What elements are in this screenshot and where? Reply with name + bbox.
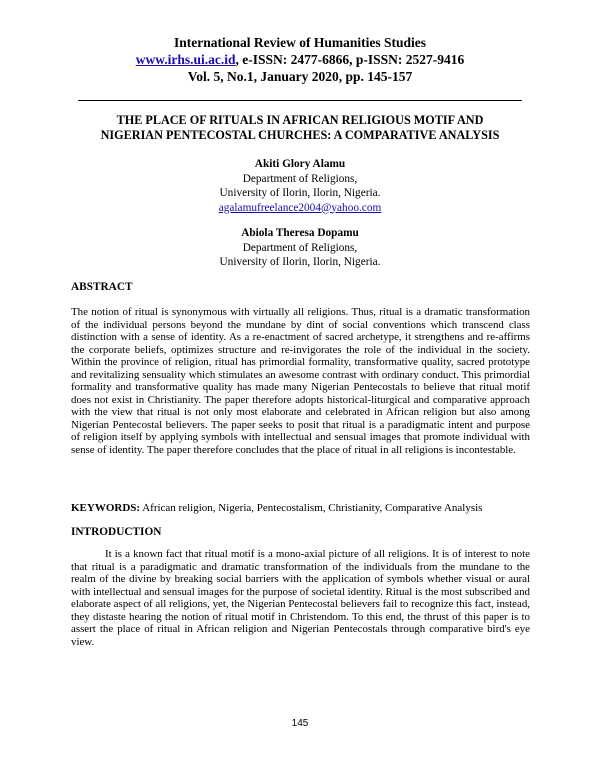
author-1-university: University of Ilorin, Ilorin, Nigeria. <box>219 187 381 199</box>
author-2-university: University of Ilorin, Ilorin, Nigeria. <box>219 256 381 268</box>
paper-title-line-2: NIGERIAN PENTECOSTAL CHURCHES: A COMPARATIVE ANALYSIS <box>100 128 500 142</box>
abstract-heading: ABSTRACT <box>71 281 133 293</box>
author-1-department: Department of Religions, <box>242 172 358 185</box>
journal-issn-line <box>0 51 600 68</box>
keywords-label: KEYWORDS: <box>71 502 141 514</box>
journal-volume: Vol. 5, No.1, January 2020, pp. 145-157 <box>187 69 413 84</box>
introduction-text: It is a known fact that ritual motif is a mono-axial picture of all religions. It is of interest to note that ritual is a paradigmatic and dramatic transformation of the individuals from the mundane to the realm of the divine by breaking social barriers with the application of symbols whether visual or aural with intellectual and sensual images for the purpose of societal identity. Ritual is the most subscribed and elaborate aspect of all religions, yet, the Nigerian Pentecostal believers fail to recognize this fact, instead, they distaste hearing the notion of ritual motif in Christendom. To this end, the thrust of this paper is to assert the place of ritual in African religion and Nigerian Pentecostals through comparative bird's eye view. <box>71 548 530 648</box>
author-2 <box>0 226 600 270</box>
journal-header <box>0 34 600 85</box>
paper-title <box>60 113 540 143</box>
introduction-heading: INTRODUCTION <box>71 526 162 538</box>
header-divider <box>78 100 522 101</box>
journal-issn: , e-ISSN: 2477-6866, p-ISSN: 2527-9416 <box>235 52 465 67</box>
page-number: 145 <box>291 718 309 729</box>
author-2-name: Abiola Theresa Dopamu <box>241 227 359 239</box>
author-2-department: Department of Religions, <box>242 241 358 254</box>
abstract-text: The notion of ritual is synonymous with virtually all religions. Thus, ritual is a dramatic transformation of the individual persons beyond the mundane by dint of social conventions which transcend class distinction with a sense of identity. As a re-enactment of sacred archetype, it strengthens and re-affirms the corporate beliefs, optimizes structure and re-invigorates the role of the individual in the society. Within the province of religion, ritual has primordial formality, transformative quality, sacred prototype and revitalizing sensuality which stimulates an awesome contrast with ordinary conduct. This primordial formality and transformative quality has made many Nigerian Pentecostals to believe that ritual motif does not exist in Christianity. The paper therefore adopts historical-liturgical and comparative approach with the view that ritual is not only most elaborate and celebrated in African religion but also among Nigerian Pentecostal believers. The paper seeks to posit that ritual is a paradigmatic intent and purpose of religion itself by applying symbols with intellectual and sensual images that promote individual with sense of identity. The paper therefore concludes that the place of ritual in all religions is incontestable. <box>71 306 530 457</box>
author-1-email-link[interactable]: agalamufreelance2004@yahoo.com <box>218 201 382 214</box>
author-1 <box>0 157 600 215</box>
keywords-text: African religion, Nigeria, Pentecostalism, Christianity, Comparative Analysis <box>142 502 483 514</box>
paper-title-line-1: THE PLACE OF RITUALS IN AFRICAN RELIGIOUS MOTIF AND <box>116 113 484 127</box>
keywords-line <box>71 502 531 514</box>
journal-name: International Review of Humanities Studies <box>173 35 426 50</box>
journal-website-link[interactable]: www.irhs.ui.ac.id <box>135 52 236 67</box>
author-1-name: Akiti Glory Alamu <box>254 158 346 170</box>
